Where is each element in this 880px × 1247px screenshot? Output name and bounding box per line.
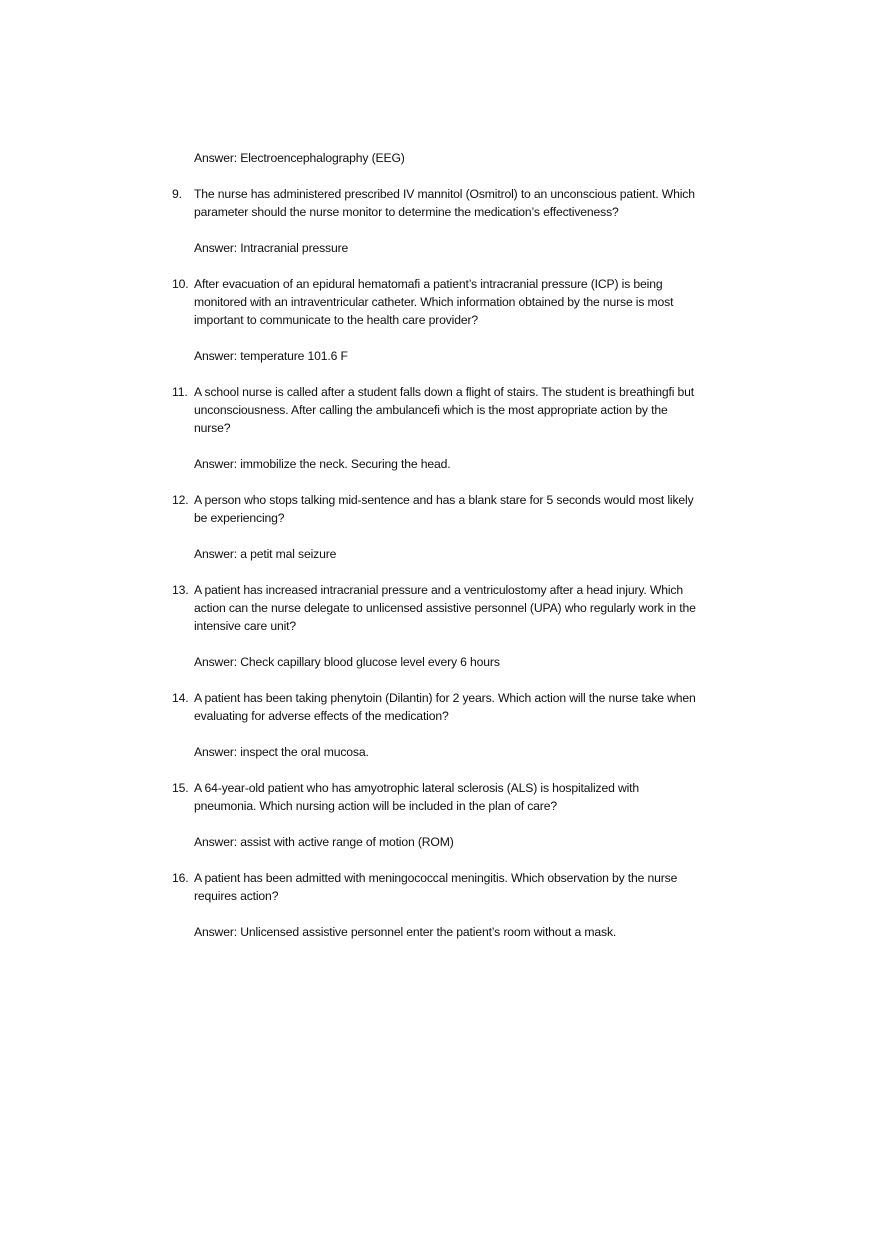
- question-text-line: action can the nurse delegate to unlicensed assistive personnel (UPA) who regularly work in the: [194, 601, 696, 615]
- document-body: [172, 149, 752, 941]
- question-number: 14.: [172, 691, 189, 705]
- spacer: [172, 671, 752, 689]
- answer-text: Answer: Check capillary blood glucose level every 6 hours: [194, 655, 500, 669]
- leading-answer: Answer: Electroencephalography (EEG): [194, 151, 405, 165]
- question-item: [172, 869, 752, 905]
- question-item: [172, 275, 752, 329]
- question-item: [172, 581, 752, 635]
- spacer: [172, 635, 752, 653]
- question-number: 10.: [172, 277, 189, 291]
- question-number: 13.: [172, 583, 189, 597]
- question-text-line: monitored with an intraventricular catheter. Which information obtained by the nurse is most: [194, 295, 674, 309]
- question-item: [172, 383, 752, 437]
- answer-text: Answer: Intracranial pressure: [194, 241, 349, 255]
- question-text-line: A school nurse is called after a student falls down a flight of stairs. The student is breathingfi but: [194, 385, 695, 399]
- question-number: 11.: [172, 385, 188, 399]
- answer-text: Answer: inspect the oral mucosa.: [194, 745, 369, 759]
- question-item: [172, 185, 752, 221]
- answer-text: Answer: immobilize the neck. Securing the head.: [194, 457, 451, 471]
- question-text-line: The nurse has administered prescribed IV mannitol (Osmitrol) to an unconscious patient. Which: [194, 187, 695, 201]
- spacer: [172, 905, 752, 923]
- spacer: [172, 473, 752, 491]
- spacer: [172, 815, 752, 833]
- question-text-line: A patient has been admitted with meningococcal meningitis. Which observation by the nurse: [194, 871, 678, 885]
- question-text-line: be experiencing?: [194, 511, 285, 525]
- spacer: [172, 365, 752, 383]
- question-text-line: A patient has increased intracranial pressure and a ventriculostomy after a head injury. Which: [194, 583, 684, 597]
- question-text-line: unconsciousness. After calling the ambulancefi which is the most appropriate action by the: [194, 403, 668, 417]
- question-text-line: parameter should the nurse monitor to determine the medication’s effectiveness?: [194, 205, 619, 219]
- question-text-line: A person who stops talking mid-sentence and has a blank stare for 5 seconds would most likely: [194, 493, 694, 507]
- spacer: [172, 437, 752, 455]
- question-number: 12.: [172, 493, 189, 507]
- question-text-line: A 64-year-old patient who has amyotrophic lateral sclerosis (ALS) is hospitalized with: [194, 781, 640, 795]
- question-text-line: pneumonia. Which nursing action will be included in the plan of care?: [194, 799, 557, 813]
- answer-text: Answer: assist with active range of motion (ROM): [194, 835, 454, 849]
- question-text-line: important to communicate to the health care provider?: [194, 313, 479, 327]
- spacer: [172, 761, 752, 779]
- answer-text: Answer: Unlicensed assistive personnel enter the patient’s room without a mask.: [194, 925, 617, 939]
- spacer: [172, 527, 752, 545]
- question-text-line: requires action?: [194, 889, 279, 903]
- question-item: [172, 779, 752, 815]
- answer-text: Answer: a petit mal seizure: [194, 547, 337, 561]
- spacer: [172, 725, 752, 743]
- question-number: 16.: [172, 871, 189, 885]
- answer-text: Answer: temperature 101.6 F: [194, 349, 348, 363]
- question-text-line: After evacuation of an epidural hematomafi a patient’s intracranial pressure (ICP) is being: [194, 277, 663, 291]
- question-text-line: nurse?: [194, 421, 231, 435]
- spacer: [172, 167, 752, 185]
- question-item: [172, 689, 752, 725]
- question-text-line: intensive care unit?: [194, 619, 297, 633]
- question-number: 15.: [172, 781, 189, 795]
- question-item: [172, 491, 752, 527]
- question-text-line: evaluating for adverse effects of the medication?: [194, 709, 449, 723]
- spacer: [172, 221, 752, 239]
- spacer: [172, 257, 752, 275]
- spacer: [172, 563, 752, 581]
- spacer: [172, 851, 752, 869]
- question-number: 9.: [172, 187, 182, 201]
- question-text-line: A patient has been taking phenytoin (Dilantin) for 2 years. Which action will the nurse take when: [194, 691, 696, 705]
- spacer: [172, 329, 752, 347]
